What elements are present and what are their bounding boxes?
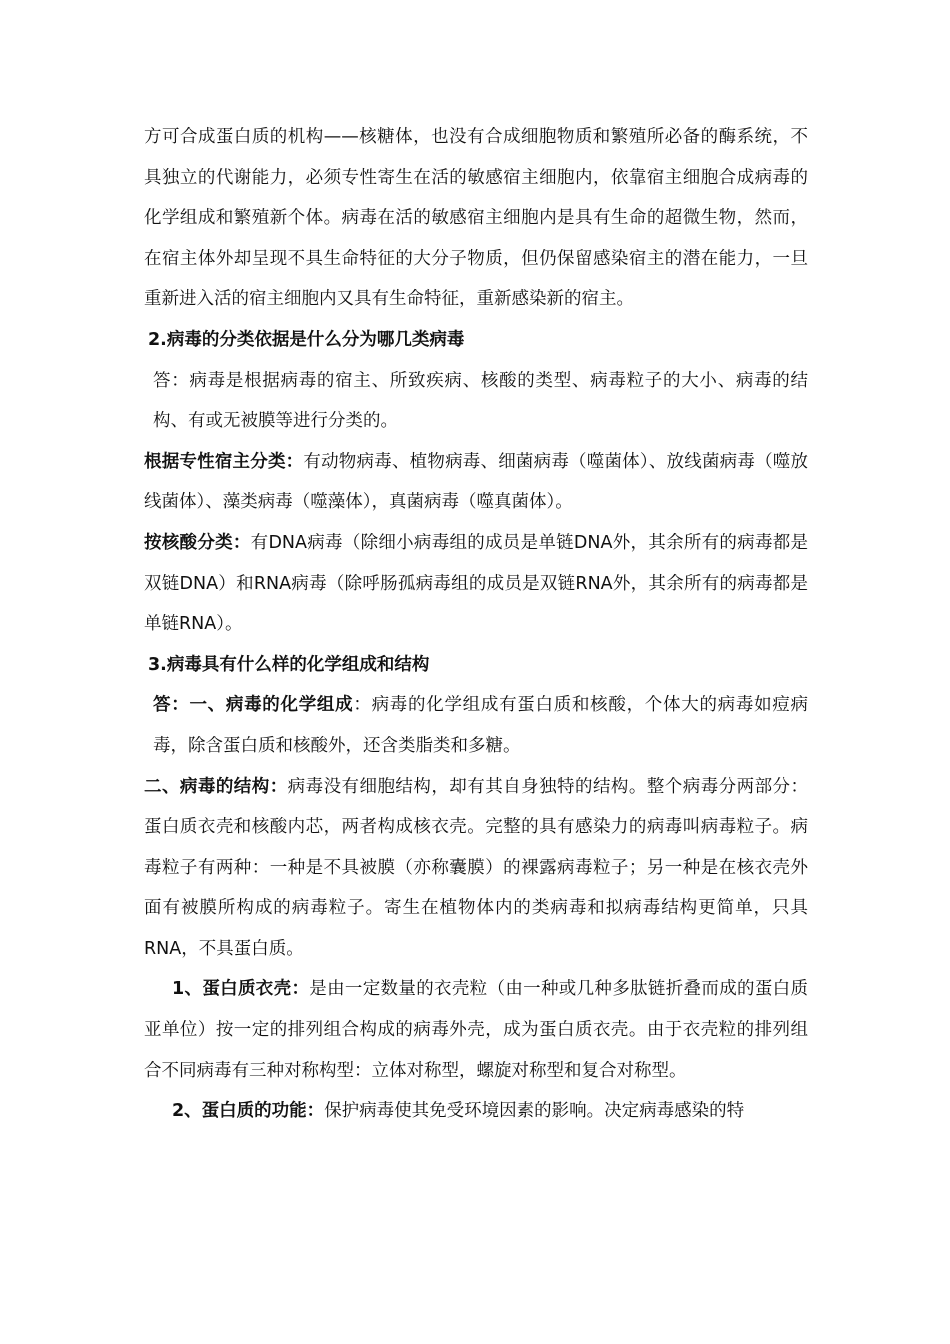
nucleic-classification-text: 有DNA病毒（除细小病毒组的成员是单链DNA外，其余所有的病毒都是双链DNA）和RNA病毒（除呼肠孤病毒组的成员是双链RNA外，其余所有的病毒都是单链RNA）。 — [144, 532, 809, 635]
question-2-heading: 2.病毒的分类依据是什么分为哪几类病毒 — [148, 329, 465, 350]
paragraph-virus-structure — [144, 767, 808, 970]
host-classification-label: 根据专性宿主分类： — [144, 451, 304, 472]
chemical-composition-label: 一、病毒的化学组成 — [189, 695, 354, 716]
capsid-label: 1、蛋白质衣壳： — [172, 979, 310, 1000]
paragraph-protein-function — [144, 1091, 808, 1132]
nucleic-classification-label: 按核酸分类： — [144, 532, 251, 553]
document-body — [144, 117, 808, 1132]
paragraph-chemical-composition — [144, 685, 808, 766]
virus-structure-label: 二、病毒的结构： — [144, 776, 288, 797]
paragraph-capsid — [144, 969, 808, 1091]
protein-function-label: 2、蛋白质的功能： — [172, 1101, 325, 1122]
paragraph-nucleic-classification — [144, 523, 808, 645]
protein-function-text: 保护病毒使其免受环境因素的影响。决定病毒感染的特 — [324, 1101, 745, 1122]
chemical-composition-text: ：病毒的化学组成有蛋白质和核酸，个体大的病毒如痘病毒，除含蛋白质和核酸外，还含类脂类和多糖。 — [153, 695, 809, 756]
answer-2-text: 答：病毒是根据病毒的宿主、所致疾病、核酸的类型、病毒粒子的大小、病毒的结构、有或无被膜等进行分类的。 — [153, 370, 808, 432]
virus-structure-text: 病毒没有细胞结构，却有其自身独特的结构。整个病毒分两部分：蛋白质衣壳和核酸内芯，两者构成核衣壳。完整的具有感染力的病毒叫病毒粒子。病毒粒子有两种：一种是不具被膜（亦称囊膜）的裸露病毒粒子；另一种是在核衣壳外面有被膜所构成的病毒粒子。寄生在植物体内的类病毒和拟病毒结构更简单，只具RNA，不具蛋白质。 — [144, 776, 809, 959]
paragraph-virus-definition: 方可合成蛋白质的机构——核糖体，也没有合成细胞物质和繁殖所必备的酶系统，不具独立的代谢能力，必须专性寄生在活的敏感宿主细胞内，依靠宿主细胞合成病毒的化学组成和繁殖新个体。病毒在活的敏感宿主细胞内是具有生命的超微生物，然而，在宿主体外却呈现不具生命特征的大分子物质，但仍保留感染宿主的潜在能力，一旦重新进入活的宿主细胞内又具有生命特征，重新感染新的宿主。 — [144, 127, 808, 310]
host-classification-text: 有动物病毒、植物病毒、细菌病毒（噬菌体）、放线菌病毒（噬放线菌体）、藻类病毒（噬藻体），真菌病毒（噬真菌体）。 — [144, 451, 809, 513]
answer-3-prefix: 答： — [153, 695, 190, 716]
paragraph-host-classification — [144, 442, 808, 523]
capsid-text: 是由一定数量的衣壳粒（由一种或几种多肽链折叠而成的蛋白质亚单位）按一定的排列组合构成的病毒外壳，成为蛋白质衣壳。由于衣壳粒的排列组合不同病毒有三种对称构型：立体对称型，螺旋对称型和复合对称型。 — [144, 979, 808, 1081]
question-3-heading: 3.病毒具有什么样的化学组成和结构 — [148, 654, 430, 675]
